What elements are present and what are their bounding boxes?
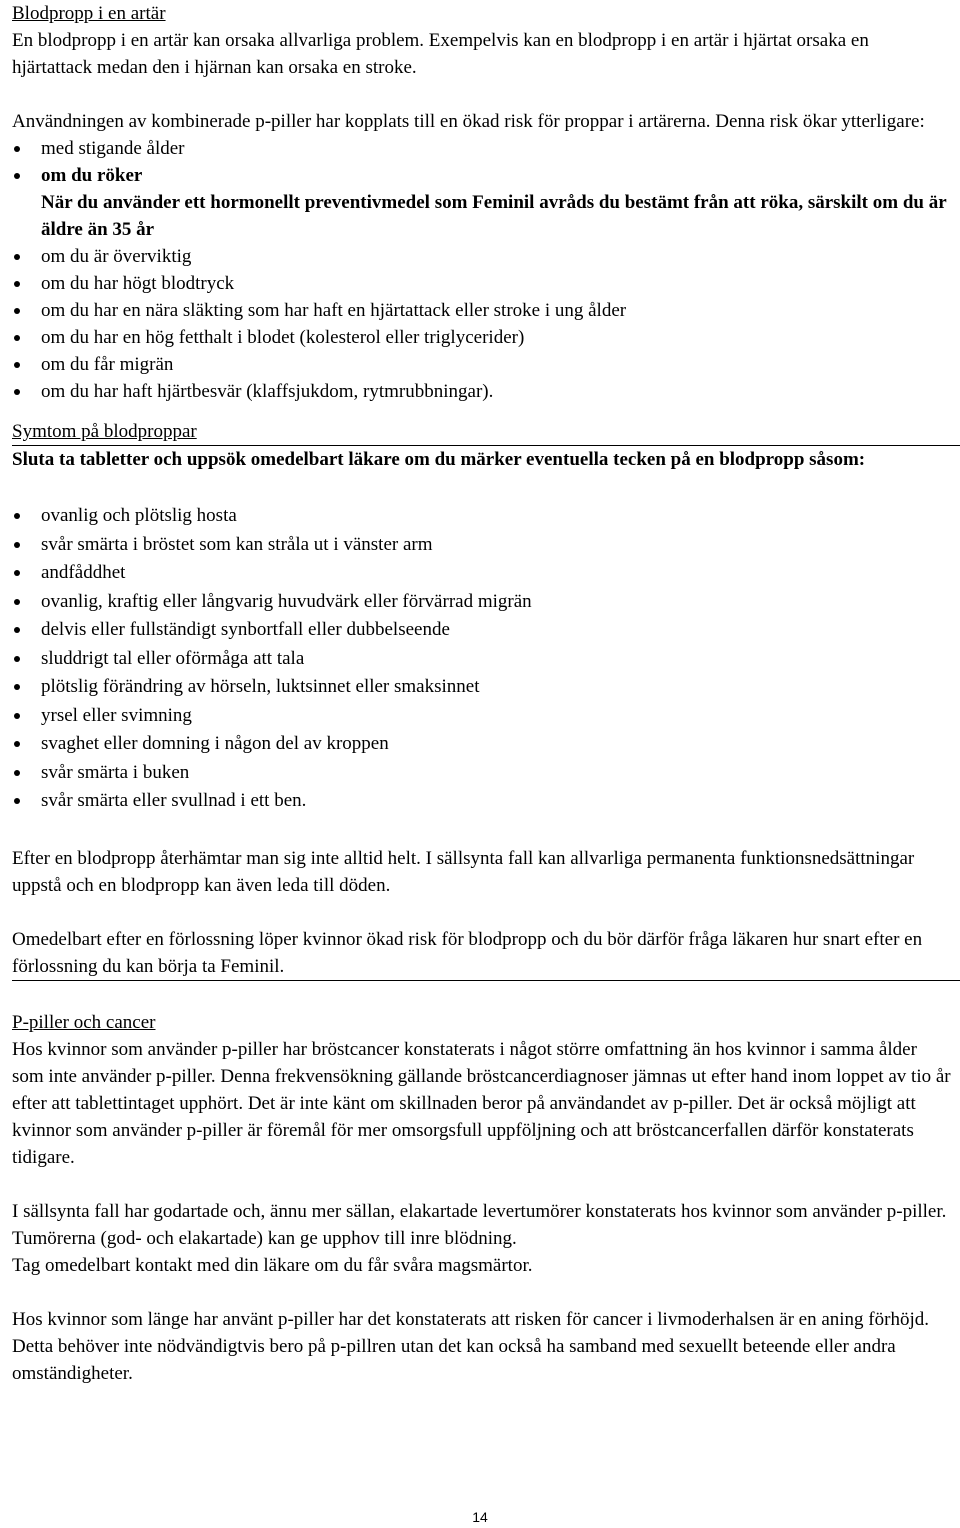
list-item: yrsel eller svimning — [12, 702, 955, 731]
list-item: om du får migrän — [12, 351, 952, 378]
paragraph: Tag omedelbart kontakt med din läkare om du får svåra magsmärtor. — [12, 1254, 533, 1276]
section-cancer — [12, 1009, 952, 1387]
list-item: sluddrigt tal eller oförmåga att tala — [12, 645, 955, 674]
section-symptoms — [12, 418, 952, 981]
paragraph: Efter en blodpropp återhämtar man sig inte alltid helt. I sällsynta fall kan allvarliga permanenta funktionsnedsättningar uppstå och en blodpropp kan även leda till döden. — [12, 847, 915, 896]
symptom-list — [12, 502, 955, 816]
page-number: 14 — [472, 1509, 488, 1525]
paragraph: Sluta ta tabletter och uppsök omedelbart läkare om du märker eventuella tecken på en blodpropp såsom: — [12, 449, 866, 470]
list-item: med stigande ålder — [12, 135, 952, 162]
paragraph: Användningen av kombinerade p-piller har kopplats till en ökad risk för proppar i artärerna. Denna risk ökar ytterligare: — [12, 111, 925, 132]
list-item: om du har en hög fetthalt i blodet (kolesterol eller triglycerider) — [12, 324, 952, 351]
list-item: svår smärta eller svullnad i ett ben. — [12, 787, 955, 816]
paragraph: En blodpropp i en artär kan orsaka allvarliga problem. Exempelvis kan en blodpropp i en artär i hjärtat orsaka en hjärtattack medan den i hjärnan kan orsaka en stroke. — [12, 30, 869, 78]
list-item: svår smärta i bröstet som kan stråla ut i vänster arm — [12, 531, 955, 560]
section-arterial-clot — [12, 0, 952, 405]
paragraph: Omedelbart efter en förlossning löper kvinnor ökad risk för blodpropp och du bör därför fråga läkaren hur snart efter en förlossning du kan börja ta Feminil. — [12, 928, 923, 977]
list-item-text: om du röker — [41, 165, 143, 186]
list-item: svår smärta i buken — [12, 759, 955, 788]
paragraph: Hos kvinnor som länge har använt p-piller har det konstaterats att risken för cancer i livmoderhalsen är en aning förhöjd. Detta behöver inte nödvändigtvis bero på p-pillren utan det kan också ha samband med sexuellt beteende eller andra omständigheter. — [12, 1308, 929, 1384]
list-item: om du har högt blodtryck — [12, 270, 952, 297]
paragraph: I sällsynta fall har godartade och, ännu mer sällan, elakartade levertumörer konstaterats hos kvinnor som använder p-piller. Tumörerna (god- och elakartade) kan ge upphov till inre blödning. — [12, 1200, 947, 1249]
list-item: andfåddhet — [12, 559, 955, 588]
list-item: om du är överviktig — [12, 243, 952, 270]
paragraph: Hos kvinnor som använder p-piller har bröstcancer konstaterats i något större omfattning än hos kvinnor i samma ålder som inte använder p-piller. Denna frekvensökning gällande bröstcancerdiagnoser jämnas ut efter hand inom loppet av tio år efter att tablettintaget upphört. Det är inte känt om skillnaden beror på användandet av p-piller. Det är också möjligt att kvinnor som använder p-piller är föremål för mer omsorgsfull uppföljning och att bröstcancerfallen därför konstaterats tidigare. — [12, 1038, 951, 1168]
section-heading: Blodpropp i en artär — [12, 3, 166, 24]
smoking-warning: När du använder ett hormonellt preventivmedel som Feminil avråds du bestämt från att röka, särskilt om du är äldre än 35 år — [41, 192, 947, 240]
list-item: delvis eller fullständigt synbortfall eller dubbelseende — [12, 616, 955, 645]
symptoms-box — [12, 445, 960, 981]
list-item: om du har haft hjärtbesvär (klaffsjukdom, rytmrubbningar). — [12, 378, 952, 405]
document-page — [12, 0, 952, 1387]
section-heading: Symtom på blodproppar — [12, 421, 197, 442]
list-item: om du har en nära släkting som har haft en hjärtattack eller stroke i ung ålder — [12, 297, 952, 324]
risk-list — [12, 135, 952, 405]
list-item: plötslig förändring av hörseln, luktsinnet eller smaksinnet — [12, 673, 955, 702]
section-heading: P-piller och cancer — [12, 1011, 156, 1033]
list-item: ovanlig, kraftig eller långvarig huvudvärk eller förvärrad migrän — [12, 588, 955, 617]
list-item: ovanlig och plötslig hosta — [12, 502, 955, 531]
list-item: svaghet eller domning i någon del av kroppen — [12, 730, 955, 759]
list-item — [12, 162, 952, 243]
